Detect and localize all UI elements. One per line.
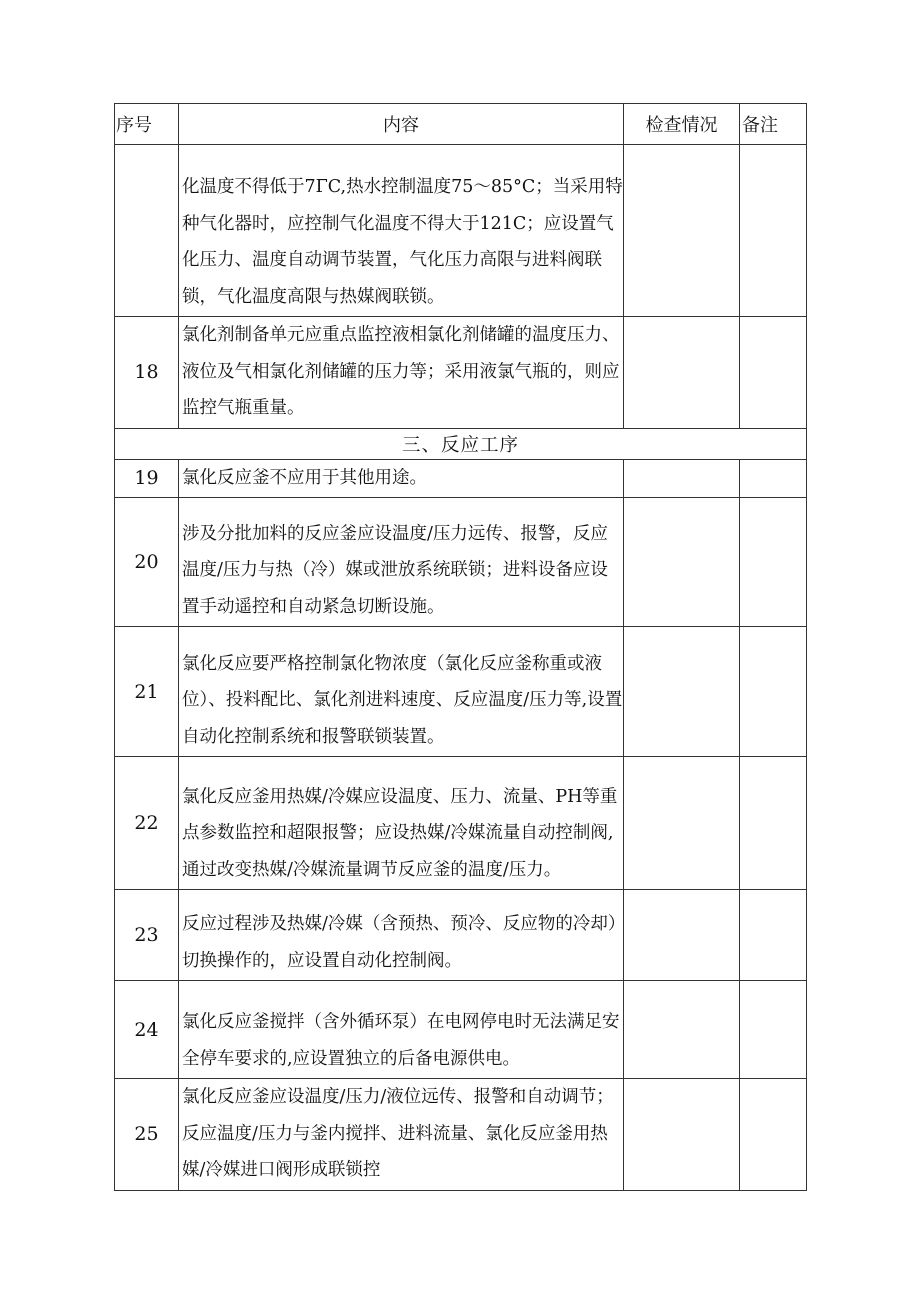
row-check-cell[interactable] bbox=[624, 145, 740, 317]
row-remark-cell[interactable] bbox=[740, 757, 807, 890]
row-content: 氯化反应釜不应用于其他用途。 bbox=[179, 459, 624, 498]
row-remark-cell[interactable] bbox=[740, 459, 807, 498]
table-row bbox=[115, 145, 807, 317]
row-no: 18 bbox=[115, 317, 179, 429]
row-content: 氯化反应釜用热媒/冷媒应设温度、压力、流量、PH等重点参数监控和超限报警；应设热媒/冷媒流量自动控制阀,通过改变热媒/冷媒流量调节反应釜的温度/压力。 bbox=[179, 757, 624, 890]
row-remark-cell[interactable] bbox=[740, 317, 807, 429]
table-row bbox=[115, 890, 807, 981]
row-content: 反应过程涉及热媒/冷媒（含预热、预冷、反应物的冷却）切换操作的，应设置自动化控制阀。 bbox=[179, 890, 624, 981]
row-remark-cell[interactable] bbox=[740, 498, 807, 627]
table-header-row bbox=[115, 104, 807, 145]
row-remark-cell[interactable] bbox=[740, 981, 807, 1079]
header-no: 序号 bbox=[115, 104, 179, 145]
section-title: 三、反应工序 bbox=[115, 428, 807, 459]
table-row bbox=[115, 757, 807, 890]
row-content: 氯化反应要严格控制氯化物浓度（氯化反应釜称重或液位）、投料配比、氯化剂进料速度、反应温度/压力等,设置自动化控制系统和报警联锁装置。 bbox=[179, 627, 624, 757]
row-check-cell[interactable] bbox=[624, 981, 740, 1079]
row-remark-cell[interactable] bbox=[740, 627, 807, 757]
row-no: 24 bbox=[115, 981, 179, 1079]
row-no: 20 bbox=[115, 498, 179, 627]
row-content: 氯化反应釜应设温度/压力/液位远传、报警和自动调节；反应温度/压力与釜内搅拌、进料流量、氯化反应釜用热媒/冷媒进口阀形成联锁控 bbox=[179, 1079, 624, 1191]
header-remark: 备注 bbox=[740, 104, 807, 145]
section-row bbox=[115, 428, 807, 459]
table-row bbox=[115, 498, 807, 627]
table-row bbox=[115, 981, 807, 1079]
row-remark-cell[interactable] bbox=[740, 1079, 807, 1191]
header-check: 检查情况 bbox=[624, 104, 740, 145]
row-check-cell[interactable] bbox=[624, 1079, 740, 1191]
row-remark-cell[interactable] bbox=[740, 890, 807, 981]
table-row bbox=[115, 627, 807, 757]
table-row bbox=[115, 1079, 807, 1191]
table-row bbox=[115, 459, 807, 498]
inspection-checklist-table bbox=[114, 103, 807, 1191]
row-no: 22 bbox=[115, 757, 179, 890]
row-check-cell[interactable] bbox=[624, 890, 740, 981]
row-content: 氯化剂制备单元应重点监控液相氯化剂储罐的温度压力、液位及气相氯化剂储罐的压力等；采用液氯气瓶的，则应监控气瓶重量。 bbox=[179, 317, 624, 429]
row-no: 21 bbox=[115, 627, 179, 757]
row-no: 19 bbox=[115, 459, 179, 498]
row-content: 氯化反应釜搅拌（含外循环泵）在电网停电时无法满足安全停车要求的,应设置独立的后备电源供电。 bbox=[179, 981, 624, 1079]
row-no: 25 bbox=[115, 1079, 179, 1191]
row-check-cell[interactable] bbox=[624, 757, 740, 890]
row-check-cell[interactable] bbox=[624, 317, 740, 429]
row-check-cell[interactable] bbox=[624, 498, 740, 627]
row-check-cell[interactable] bbox=[624, 459, 740, 498]
row-content: 涉及分批加料的反应釜应设温度/压力远传、报警，反应温度/压力与热（冷）媒或泄放系统联锁；进料设备应设置手动遥控和自动紧急切断设施。 bbox=[179, 498, 624, 627]
header-content: 内容 bbox=[179, 104, 624, 145]
row-remark-cell[interactable] bbox=[740, 145, 807, 317]
row-no: 23 bbox=[115, 890, 179, 981]
row-no bbox=[115, 145, 179, 317]
row-check-cell[interactable] bbox=[624, 627, 740, 757]
table-row bbox=[115, 317, 807, 429]
row-content: 化温度不得低于7ΓC,热水控制温度75～85°C；当采用特种气化器时，应控制气化温度不得大于121C；应设置气化压力、温度自动调节装置，气化压力高限与进料阀联锁，气化温度高限与热媒阀联锁。 bbox=[179, 145, 624, 317]
